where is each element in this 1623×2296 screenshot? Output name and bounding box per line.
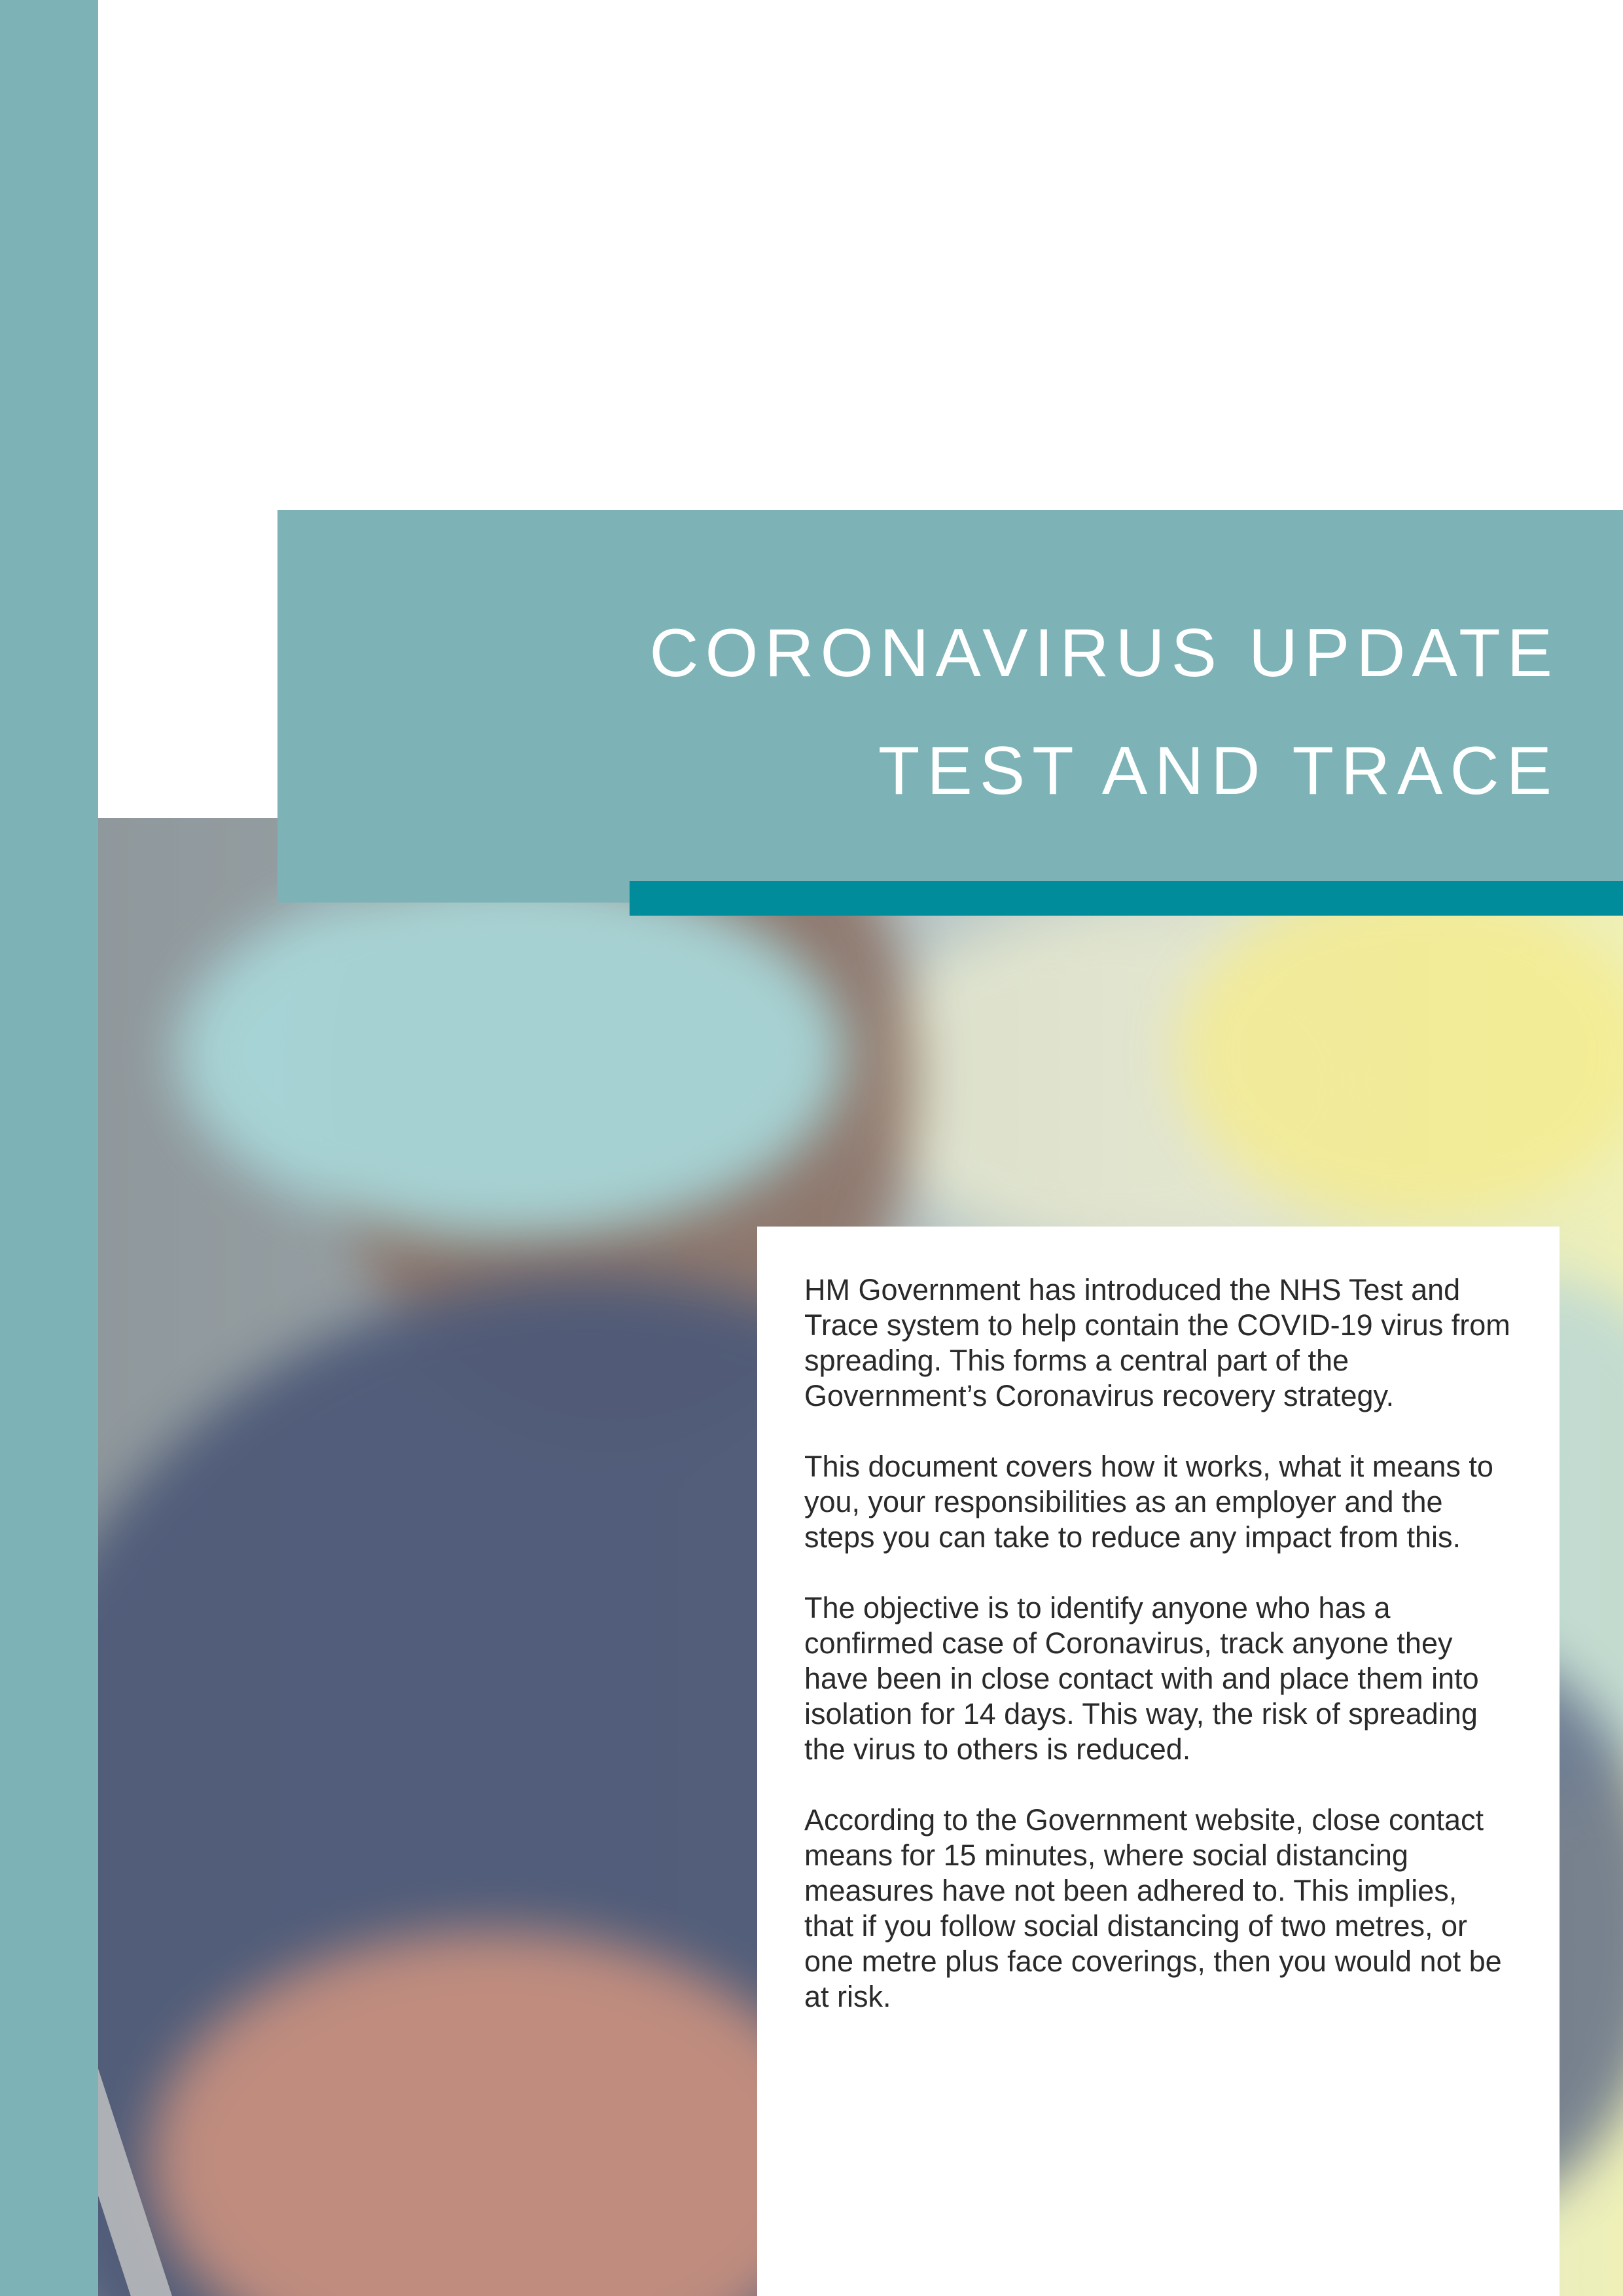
intro-paragraph: The objective is to identify anyone who has a confirmed case of Coronavirus, track anyone they have been in close contact with and place them into isolation for 14 days. This way, the risk of spreading the virus to others is reduced.	[804, 1591, 1479, 1766]
intro-text-box	[757, 1227, 1560, 2296]
photo-face-mask	[177, 870, 844, 1237]
intro-paragraph: According to the Government website, close contact means for 15 minutes, where social distancing measures have not been adhered to. This implies, that if you follow social distancing of two metres, or one metre plus face coverings, then you would not be at risk.	[804, 1803, 1502, 2013]
page-subtitle: TEST AND TRACE	[878, 733, 1559, 809]
photo-background-light	[1178, 884, 1623, 1224]
intro-paragraph: This document covers how it works, what it means to you, your responsibilities as an employer and the steps you can take to reduce any impact from this.	[804, 1450, 1493, 1554]
intro-paragraph: HM Government has introduced the NHS Test and Trace system to help contain the COVID-19 virus from spreading. This forms a central part of the Government’s Coronavirus recovery strategy.	[804, 1273, 1510, 1412]
left-accent-bar	[0, 0, 98, 2296]
page-title: CORONAVIRUS UPDATE	[649, 615, 1559, 691]
title-panel	[277, 510, 1623, 903]
title-accent-bar	[630, 881, 1623, 916]
